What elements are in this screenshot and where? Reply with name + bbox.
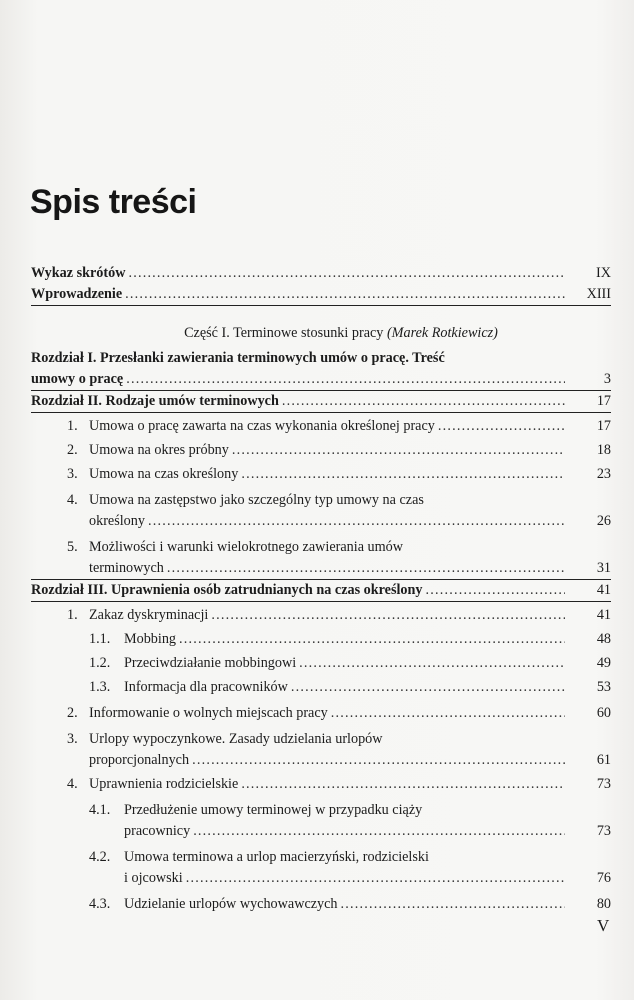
toc-entry-section[interactable] <box>31 605 611 626</box>
dot-leader <box>438 416 565 437</box>
dot-leader <box>192 750 565 771</box>
toc-entry-section[interactable] <box>31 703 611 724</box>
toc-entry-chapter-1[interactable] <box>31 348 611 391</box>
toc-label: Informacja dla pracowników <box>124 679 288 695</box>
section-number: 1. <box>67 418 78 434</box>
dot-leader <box>341 894 565 915</box>
toc-label: Umowa o pracę zawarta na czas wykonania określonej pracy <box>89 418 435 434</box>
toc-entry-section[interactable] <box>31 537 611 580</box>
section-number: 2. <box>67 442 78 458</box>
subsection-number: 4.3. <box>89 896 111 912</box>
toc-page-number: 18 <box>596 442 611 458</box>
dot-leader <box>128 263 565 284</box>
toc-label: Wprowadzenie <box>31 286 123 302</box>
dot-leader <box>232 440 565 461</box>
toc-label: Udzielanie urlopów wychowawczych <box>124 896 338 912</box>
page-title: Spis treści <box>30 183 197 221</box>
toc-part-heading <box>31 322 611 344</box>
toc-page-number: 23 <box>596 466 611 482</box>
toc-label-line1: Umowa terminowa a urlop macierzyński, rodzicielski <box>124 849 429 865</box>
toc-entry-section[interactable] <box>31 729 611 771</box>
toc-entry-subsection[interactable] <box>31 653 611 674</box>
toc-entry-subsection[interactable] <box>31 894 611 915</box>
toc-entry-chapter-2[interactable] <box>31 391 611 413</box>
part-title: Część I. Terminowe stosunki pracy <box>184 325 384 341</box>
toc-label-line1: Urlopy wypoczynkowe. Zasady udzielania urlopów <box>89 731 383 747</box>
dot-leader <box>148 511 565 532</box>
toc-label: Umowa na czas określony <box>89 466 239 482</box>
dot-leader <box>241 774 565 795</box>
toc-entry-section[interactable] <box>31 440 611 461</box>
section-number: 1. <box>67 607 78 623</box>
toc-page-number: 31 <box>596 560 611 576</box>
subsection-number: 1.2. <box>89 655 111 671</box>
subsection-number: 4.1. <box>89 802 111 818</box>
toc-label-line2: proporcjonalnych <box>89 752 190 768</box>
toc-page-number: 17 <box>596 393 611 409</box>
toc-entry-introduction[interactable] <box>31 284 611 306</box>
table-of-contents <box>31 263 611 915</box>
dot-leader <box>193 821 565 842</box>
section-number: 5. <box>67 539 78 555</box>
dot-leader <box>179 629 565 650</box>
toc-label-line2: terminowych <box>89 560 164 576</box>
toc-label: Przeciwdziałanie mobbingowi <box>124 655 297 671</box>
section-number: 3. <box>67 466 78 482</box>
toc-label-line2: umowy o pracę <box>31 371 124 387</box>
dot-leader <box>291 677 565 698</box>
dot-leader <box>125 284 565 305</box>
section-number: 4. <box>67 776 78 792</box>
toc-label: Zakaz dyskryminacji <box>89 607 209 623</box>
section-number: 4. <box>67 492 78 508</box>
section-number: 2. <box>67 705 78 721</box>
part-author: (Marek Rotkiewicz) <box>386 325 498 341</box>
dot-leader <box>126 369 565 390</box>
subsection-number: 1.3. <box>89 679 111 695</box>
toc-page-number: 41 <box>596 607 611 623</box>
dot-leader <box>426 580 565 601</box>
dot-leader <box>186 868 565 889</box>
dot-leader <box>282 391 565 412</box>
toc-entry-section[interactable] <box>31 490 611 532</box>
toc-label: Umowa na okres próbny <box>89 442 229 458</box>
toc-page-number: 76 <box>596 870 611 886</box>
toc-page-number: 60 <box>596 705 611 721</box>
toc-page-number: 80 <box>596 896 611 912</box>
toc-page-number: 53 <box>596 679 611 695</box>
toc-page-number: 3 <box>603 371 611 387</box>
subsection-number: 1.1. <box>89 631 111 647</box>
toc-entry-chapter-3[interactable] <box>31 580 611 602</box>
dot-leader <box>331 703 565 724</box>
toc-entry-section[interactable] <box>31 416 611 437</box>
toc-page-number: 73 <box>596 776 611 792</box>
toc-page-number: IX <box>596 265 611 281</box>
toc-page-number: 61 <box>596 752 611 768</box>
toc-page-number: 17 <box>596 418 611 434</box>
toc-label-line2: określony <box>89 513 145 529</box>
toc-entry-abbreviations[interactable] <box>31 263 611 284</box>
toc-label-line2: pracownicy <box>124 823 191 839</box>
toc-label: Uprawnienia rodzicielskie <box>89 776 239 792</box>
toc-entry-section[interactable] <box>31 464 611 485</box>
toc-entry-section[interactable] <box>31 774 611 795</box>
toc-entry-subsection[interactable] <box>31 629 611 650</box>
page-folio: V <box>597 916 610 935</box>
toc-entry-subsection[interactable] <box>31 800 611 842</box>
dot-leader <box>241 464 565 485</box>
toc-label-line1: Przedłużenie umowy terminowej w przypadku ciąży <box>124 802 423 818</box>
dot-leader <box>167 558 565 579</box>
toc-label: Informowanie o wolnych miejscach pracy <box>89 705 328 721</box>
subsection-number: 4.2. <box>89 849 111 865</box>
toc-page-number: 26 <box>596 513 611 529</box>
dot-leader <box>299 653 565 674</box>
toc-label-line2: i ojcowski <box>124 870 183 886</box>
toc-label: Mobbing <box>124 631 177 647</box>
toc-page-number: 73 <box>596 823 611 839</box>
toc-entry-subsection[interactable] <box>31 847 611 889</box>
toc-page-number: 48 <box>596 631 611 647</box>
toc-page-number: XIII <box>586 286 611 302</box>
toc-page-number: 49 <box>596 655 611 671</box>
toc-page-number: 41 <box>596 582 611 598</box>
toc-label: Rozdział II. Rodzaje umów terminowych <box>31 393 279 409</box>
toc-entry-subsection[interactable] <box>31 677 611 698</box>
toc-label-line1: Umowa na zastępstwo jako szczególny typ umowy na czas <box>89 492 424 508</box>
toc-label-line1: Możliwości i warunki wielokrotnego zawierania umów <box>89 539 404 555</box>
toc-label-line1: Rozdział I. Przesłanki zawierania terminowych umów o pracę. Treść <box>31 350 445 366</box>
dot-leader <box>211 605 565 626</box>
section-number: 3. <box>67 731 78 747</box>
toc-label: Wykaz skrótów <box>31 265 126 281</box>
toc-label: Rozdział III. Uprawnienia osób zatrudnianych na czas określony <box>31 582 423 598</box>
